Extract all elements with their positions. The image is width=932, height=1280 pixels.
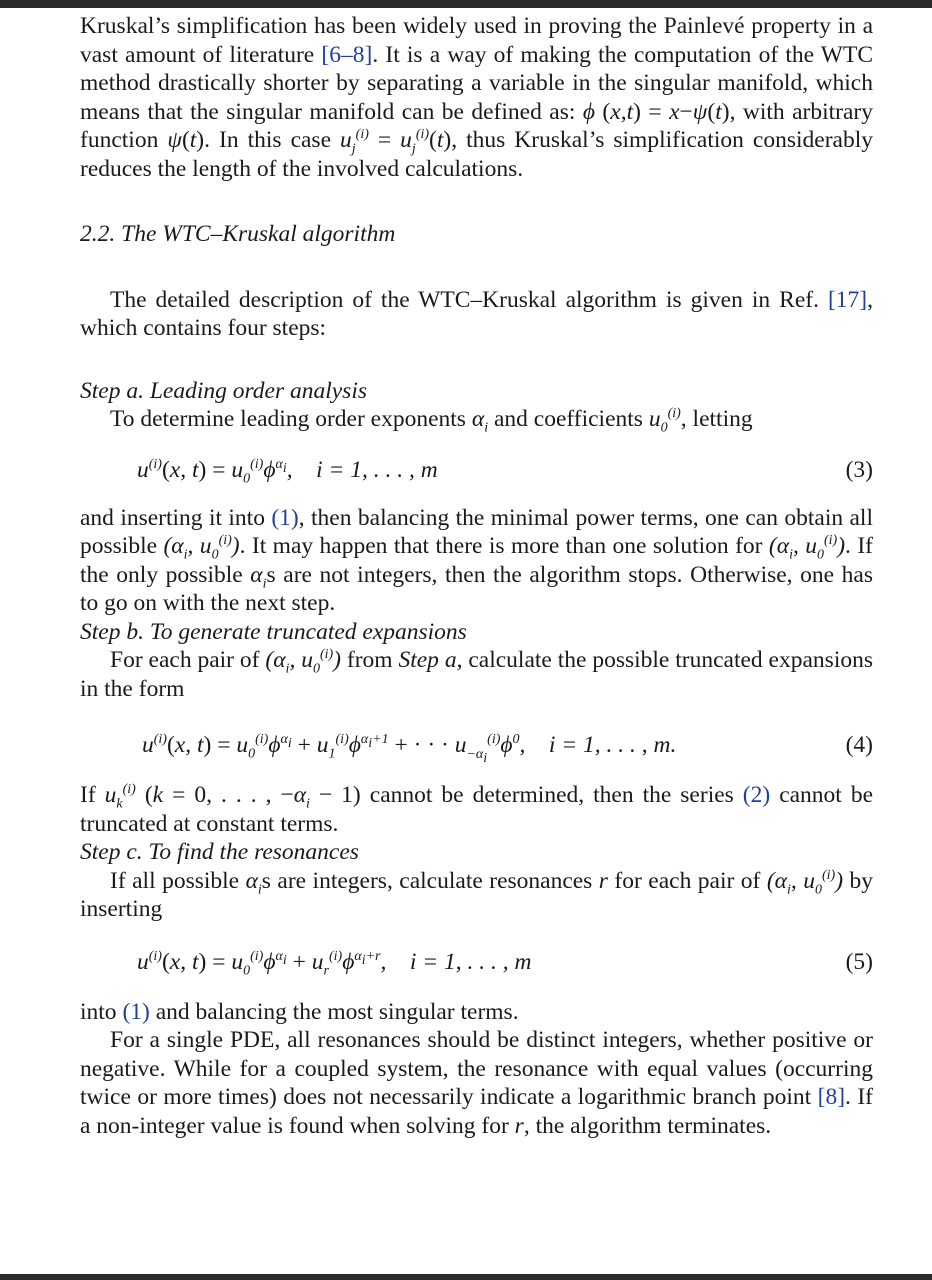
citation-link[interactable]: [8] (817, 1084, 846, 1110)
step-a-title: Step a. Leading order analysis (80, 377, 367, 404)
math-manifold: ϕ (x,t) = x−ψ(t) (582, 98, 730, 125)
equation-ref-link[interactable]: (1) (271, 504, 299, 531)
paragraph-balancing: and inserting it into (1), then balancing the minimal power terms, one can obtain all possible ($\alpha_i$, $u_0^{(i)}$). It may happen that there is more than one solution for ($\alpha_i$, $u_0^{(i)}$). If the only possible $\alpha_is$ are not integers, then the algorithm stops. Otherwise, one has to go on with the next step. (80, 504, 873, 616)
equation-5-number: (5) (845, 948, 873, 975)
step-c-title: Step c. To find the resonances (80, 839, 359, 865)
equation-4 (80, 731, 873, 766)
step-a-text: To determine leading order exponents $\alpha_i$ and coefficients $u_0^{(i)}$, letting (110, 406, 753, 436)
equation-4-body: $u^{(i)}(x$, $t) = u_0^{(i)}\phi^{\alpha_i} + u_1^{(i)}\phi^{\alpha_i+1}$ + · · · $u_{-\alpha_i}^{(i)}\phi^0$, i = 1, . . . , m. (142, 732, 677, 766)
equation-3 (80, 456, 873, 487)
document-page (80, 12, 873, 1140)
section-heading: 2.2. The WTC–Kruskal algorithm (80, 221, 396, 247)
step-b-title: Step b. To generate truncated expansions (80, 618, 467, 645)
bottom-edge-bar (0, 1274, 932, 1280)
equation-5 (80, 948, 873, 979)
paragraph-kruskal-simplification: Kruskal’s simplification has been widely used in proving the Painlevé property in a vast amount of literature [6–8]. It is a way of making the computation of the WTC method drastically shorter by separating a variable in the singular manifold, which means that the singular manifold can be defined as: ϕ (x,t) = x−ψ(t), with arbitrary function ψ(t). In this case $u_j^{(i)} = u_j^{(i)}(t)$, thus Kruskal’s simplification considerably reduces the length of the involved calculations. (80, 13, 874, 182)
paragraph-truncation: If $u_k^{(i)}$ (k = 0, . . . , $-\alpha_i - 1$) cannot be determined, then the series (2) cannot be truncated at constant terms. (80, 782, 874, 837)
equation-ref-link[interactable]: (2) (742, 782, 771, 808)
step-c-text: If all possible $\alpha_is$ are integers, calculate resonances r for each pair of ($\alpha_i$, $u_0^{(i)}$) by inserting (80, 867, 873, 922)
citation-link[interactable]: [17] (827, 286, 868, 313)
paragraph-resonances: For a single PDE, all resonances should be distinct integers, whether positive or negative. While for a coupled system, the resonance with equal values (occurring twice or more times) does not necessarily indicate a logarithmic branch point [8]. If a non-integer value is found when solving for r, the algorithm terminates. (80, 1027, 873, 1139)
equation-3-body: $u^{(i)}(x$, $t) = u_0^{(i)}\phi^{\alpha_i}$, i = 1, . . . , m (137, 456, 438, 487)
equation-ref-link[interactable]: (1) (122, 998, 150, 1025)
paragraph-algorithm-intro: The detailed description of the WTC–Kruskal algorithm is given in Ref. [17], which contains four steps: (80, 286, 873, 341)
citation-link[interactable]: [6–8] (321, 41, 373, 68)
step-b-text: For each pair of ($\alpha_i$, $u_0^{(i)}$) from Step a, calculate the possible truncated expansions in the form (80, 647, 873, 702)
equation-4-number: (4) (845, 732, 873, 758)
top-edge-bar (0, 0, 932, 8)
equation-3-number: (3) (845, 456, 873, 483)
math-u-j: $u_j^{(i)} = u_j^{(i)}(t)$ (340, 127, 452, 157)
math-psi: ψ(t) (167, 127, 205, 153)
paragraph-into-1: into (1) and balancing the most singular terms. (80, 998, 519, 1025)
equation-5-body: $u^{(i)}(x$, $t) = u_0^{(i)}\phi^{\alpha_i} + u_r^{(i)}\phi^{\alpha_i+r}$, i = 1, . . . , m (137, 948, 532, 979)
